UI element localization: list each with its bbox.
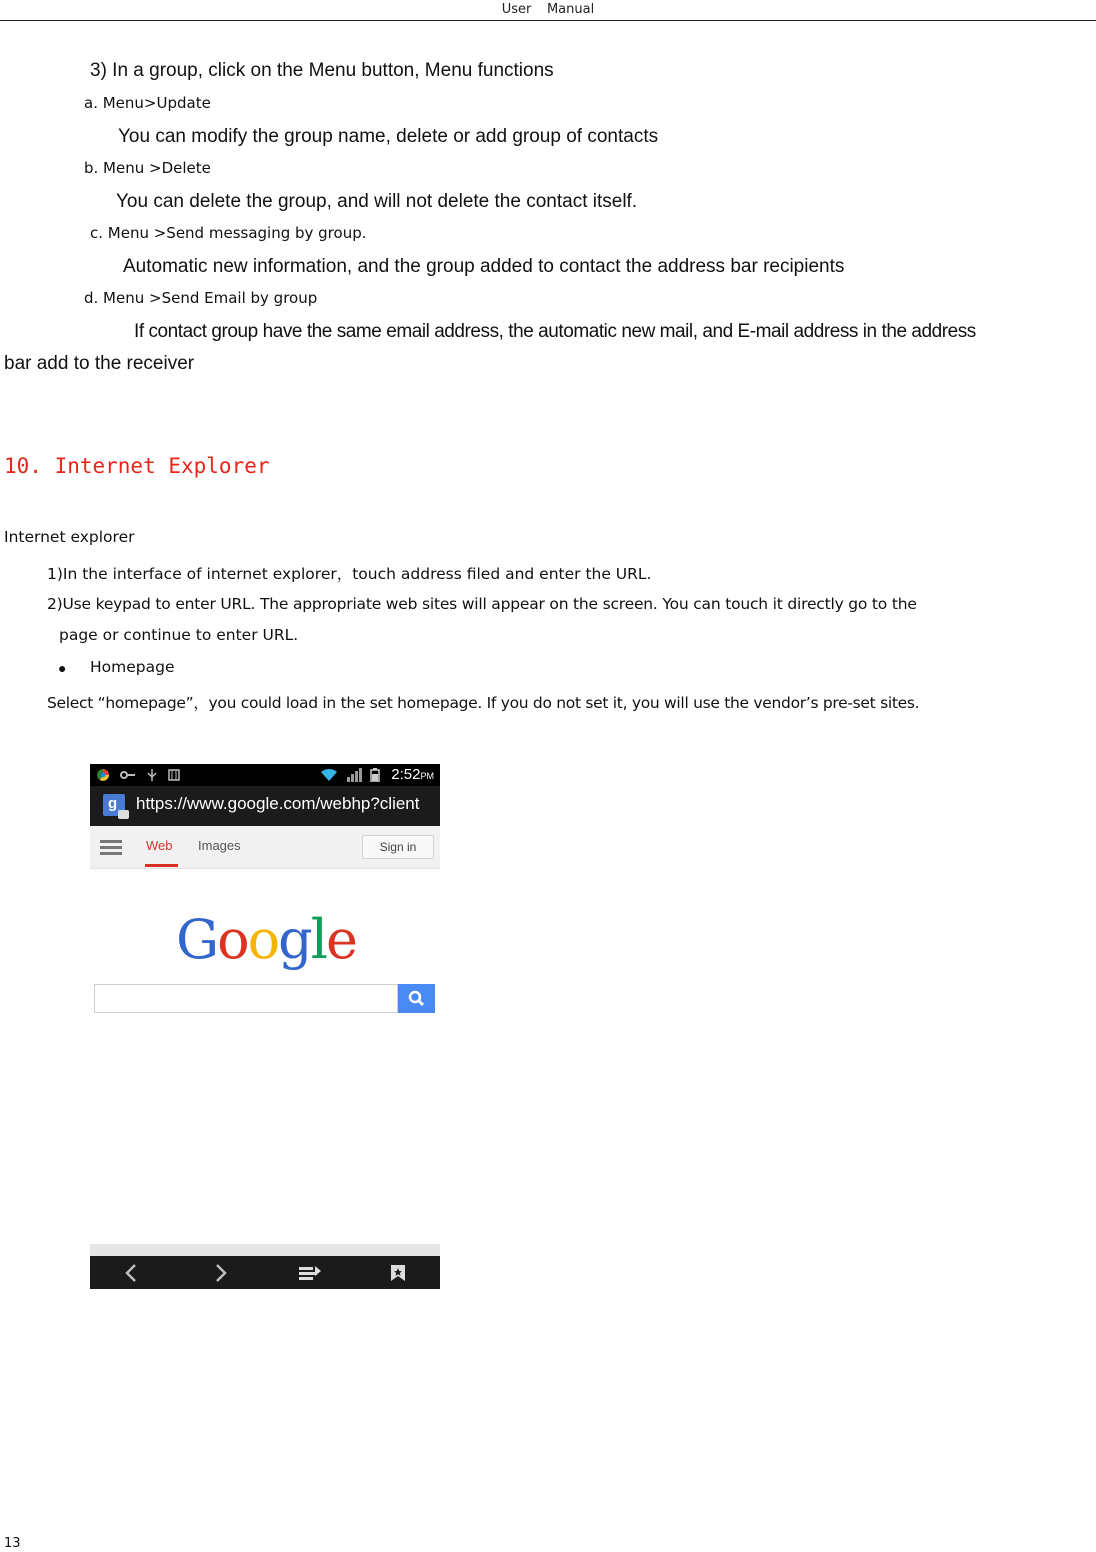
tab-web[interactable]: Web [146,838,173,853]
step-d-desc-line2: bar add to the receiver [4,353,195,374]
bookmark-icon[interactable] [390,1263,406,1283]
search-input[interactable] [94,984,398,1013]
page-number: 13 [4,1536,21,1551]
menu-icon[interactable] [100,840,122,858]
google-favicon-icon: g [103,794,125,816]
step-d-desc-line1: If contact group have the same email address, the automatic new mail, and E-mail address in the address [134,321,976,342]
tab-web-indicator [145,864,178,867]
status-clock [391,766,434,783]
step-a-desc: You can modify the group name, delete or add group of contacts [118,126,659,147]
step-b-label: b. Menu >Delete [84,159,211,177]
sign-in-button[interactable]: Sign in [362,835,434,859]
step-c-label: c. Menu >Send messaging by group. [90,224,367,242]
search-icon [398,984,435,1013]
logo-letter: g [278,908,311,971]
header-right: Manual [546,2,595,17]
clock-ampm: PM [420,771,434,781]
bottom-strip [90,1244,440,1256]
section-heading: 10. Internet Explorer [4,454,270,478]
page-header [0,0,1096,21]
step-3: 3) In a group, click on the Menu button, Menu functions [90,60,554,81]
item-2-line1: 2)Use keypad to enter URL. The appropriate web sites will appear on the screen. You can touch it directly go to the [47,595,917,613]
back-icon[interactable] [124,1263,138,1283]
step-c-desc: Automatic new information, and the group added to contact the address bar recipients [123,256,845,277]
bullet-homepage: Homepage [90,658,175,676]
section-intro: Internet explorer [4,528,135,546]
usb-icon [146,768,158,782]
browser-icon [96,768,110,782]
select-homepage-text: Select “homepage”，you could load in the set homepage. If you do not set it, you will use the vendor’s pre-set sites. [47,694,920,712]
browser-bottom-bar [90,1244,440,1289]
step-a-label: a. Menu>Update [84,94,211,112]
google-nav-bar [90,826,440,869]
browser-screenshot [90,764,440,1289]
search-button[interactable] [398,984,435,1013]
address-bar[interactable] [90,786,440,826]
logo-letter: o [247,908,279,971]
tab-images[interactable]: Images [198,838,241,853]
step-b-desc: You can delete the group, and will not delete the contact itself. [116,191,638,212]
battery-icon [370,768,380,782]
item-2-line2: page or continue to enter URL. [59,626,299,644]
header-left: User [501,2,532,17]
address-url[interactable]: https://www.google.com/webhp?client [136,794,420,813]
status-bar [90,764,440,786]
signal-icon [346,768,362,782]
step-d-label: d. Menu >Send Email by group [84,289,318,307]
forward-icon[interactable] [214,1263,228,1283]
tabs-icon[interactable] [298,1263,322,1283]
wifi-icon [320,768,338,782]
logo-letter: o [217,908,248,971]
logo-letter: e [326,908,356,971]
logo-letter: G [176,908,218,971]
google-logo [176,908,356,971]
clock-time: 2:52 [391,766,421,783]
storage-icon [168,768,180,782]
bullet-dot: ● [58,660,67,676]
logo-letter: l [310,908,327,971]
item-1: 1)In the interface of internet explorer，touch address filed and enter the URL. [47,565,652,583]
key-icon [120,768,136,782]
